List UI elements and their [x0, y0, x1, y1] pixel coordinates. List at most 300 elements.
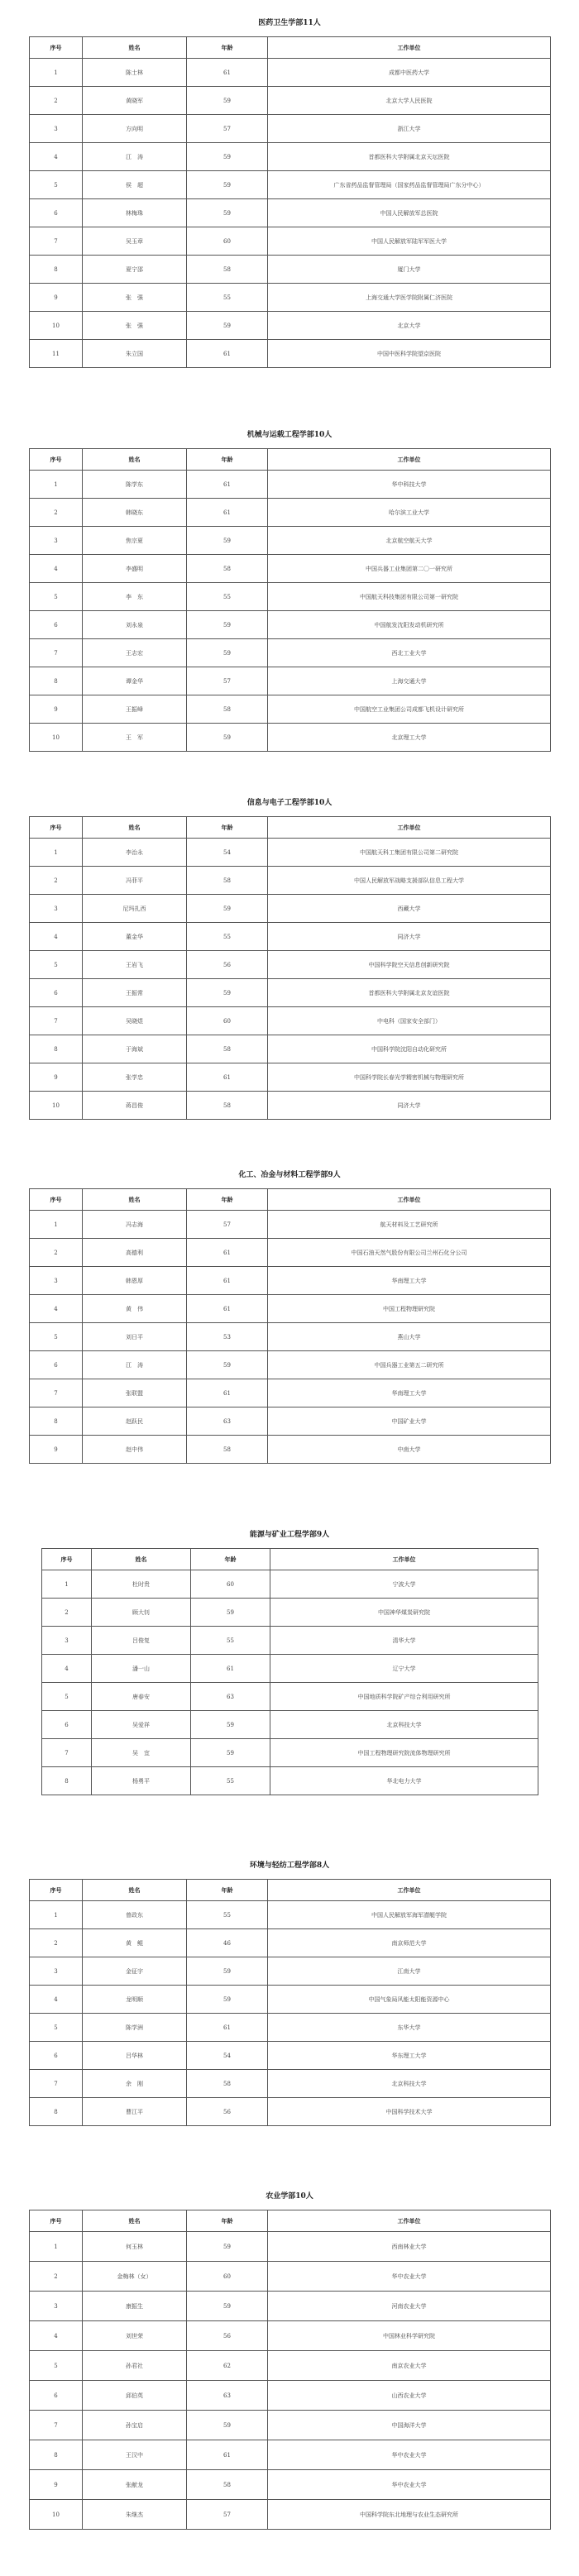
section-title: 环境与轻纺工程学部8人	[249, 1862, 330, 1870]
unit-cell: 中国矿业大学	[268, 1407, 551, 1436]
no-cell: 5	[42, 1683, 92, 1711]
age-cell: 59	[187, 1351, 268, 1379]
table-row	[30, 2262, 551, 2292]
table-row	[42, 1739, 538, 1767]
table-row	[30, 171, 551, 199]
table-row	[30, 227, 551, 256]
age-cell: 55	[187, 923, 268, 951]
column-header-age: 年龄	[191, 1549, 270, 1570]
unit-cell: 中国科学院沈阳自动化研究所	[268, 1035, 551, 1063]
column-header-name: 姓名	[83, 1189, 187, 1211]
name-cell: 陈士林	[83, 59, 187, 87]
age-cell: 55	[187, 583, 268, 611]
table-row	[30, 895, 551, 923]
table-row	[30, 340, 551, 368]
unit-cell: 燕山大学	[268, 1323, 551, 1351]
name-cell: 何玉林	[83, 2232, 187, 2262]
column-header-name: 姓名	[83, 37, 187, 59]
name-cell: 王汉中	[83, 2440, 187, 2470]
unit-cell: 北京理工大学	[268, 724, 551, 752]
name-cell: 王振常	[83, 979, 187, 1007]
column-header-unit: 工作单位	[268, 2210, 551, 2232]
table-row	[30, 2351, 551, 2381]
table-row	[30, 1323, 551, 1351]
unit-cell: 北京大学	[268, 312, 551, 340]
age-cell: 61	[187, 1267, 268, 1295]
table-row	[30, 2440, 551, 2470]
name-cell: 唐春安	[92, 1683, 191, 1711]
column-header-unit: 工作单位	[270, 1549, 538, 1570]
name-cell: 康振生	[83, 2292, 187, 2321]
table-row	[42, 1599, 538, 1627]
unit-cell: 浙江大学	[268, 115, 551, 143]
no-cell: 7	[30, 1379, 83, 1407]
age-cell: 59	[187, 143, 268, 171]
table-row	[30, 724, 551, 752]
column-header-age: 年龄	[187, 2210, 268, 2232]
age-cell: 58	[187, 1436, 268, 1464]
age-cell: 59	[187, 1957, 268, 1986]
unit-cell: 同济大学	[268, 923, 551, 951]
section	[29, 10, 550, 370]
table-row	[30, 2500, 551, 2530]
table-row	[30, 1092, 551, 1120]
unit-cell: 中国科学院长春光学精密机械与物理研究所	[268, 1063, 551, 1092]
table-row	[30, 1211, 551, 1239]
no-cell: 10	[30, 724, 83, 752]
age-cell: 57	[187, 2500, 268, 2530]
name-cell: 张联盟	[83, 1379, 187, 1407]
unit-cell: 中国人民解放军陆军军医大学	[268, 227, 551, 256]
age-cell: 61	[187, 340, 268, 368]
name-cell: 韩晓东	[83, 499, 187, 527]
name-cell: 赵跃民	[83, 1407, 187, 1436]
unit-cell: 上海交通大学医学院附属仁济医院	[268, 284, 551, 312]
unit-cell: 北京科技大学	[268, 2070, 551, 2098]
age-cell: 63	[187, 2381, 268, 2411]
name-cell: 杨勇平	[92, 1767, 191, 1795]
name-cell: 吕俊复	[92, 1627, 191, 1655]
no-cell: 10	[30, 2500, 83, 2530]
table-row	[30, 1295, 551, 1323]
unit-cell: 南京农业大学	[268, 2351, 551, 2381]
column-header-no: 序号	[30, 2210, 83, 2232]
name-cell: 林梅珠	[83, 199, 187, 227]
no-cell: 6	[30, 611, 83, 639]
unit-cell: 华东理工大学	[268, 2042, 551, 2070]
age-cell: 58	[187, 1035, 268, 1063]
age-cell: 46	[187, 1929, 268, 1957]
no-cell: 4	[30, 2321, 83, 2351]
unit-cell: 中国科学院空天信息创新研究院	[268, 951, 551, 979]
age-cell: 61	[187, 1379, 268, 1407]
name-cell: 侯 超	[83, 171, 187, 199]
table-row	[30, 1436, 551, 1464]
table-header-row	[30, 817, 551, 839]
unit-cell: 中南大学	[268, 1436, 551, 1464]
name-cell: 金征宇	[83, 1957, 187, 1986]
no-cell: 7	[30, 1007, 83, 1035]
age-cell: 59	[187, 87, 268, 115]
column-header-age: 年龄	[187, 817, 268, 839]
name-cell: 于海斌	[83, 1035, 187, 1063]
table-row	[30, 1957, 551, 1986]
table-row	[42, 1711, 538, 1739]
column-header-age: 年龄	[187, 1880, 268, 1901]
column-header-unit: 工作单位	[268, 817, 551, 839]
age-cell: 54	[187, 2042, 268, 2070]
age-cell: 60	[187, 1007, 268, 1035]
unit-cell: 中国人民解放军战略支援部队信息工程大学	[268, 867, 551, 895]
age-cell: 54	[187, 839, 268, 867]
table-row	[30, 555, 551, 583]
no-cell: 11	[30, 340, 83, 368]
name-cell: 吴玉章	[83, 227, 187, 256]
table-row	[30, 1239, 551, 1267]
table-row	[30, 1351, 551, 1379]
unit-cell: 西北工业大学	[268, 639, 551, 667]
section-title: 医药卫生学部11人	[258, 19, 321, 27]
column-header-name: 姓名	[92, 1549, 191, 1570]
age-cell: 63	[187, 1407, 268, 1436]
table-row	[30, 199, 551, 227]
table-row	[30, 979, 551, 1007]
name-cell: 陈学洲	[83, 2014, 187, 2042]
unit-cell: 北京科技大学	[270, 1711, 538, 1739]
unit-cell: 中国科学院东北地理与农业生态研究所	[268, 2500, 551, 2530]
no-cell: 2	[30, 1929, 83, 1957]
no-cell: 2	[30, 867, 83, 895]
age-cell: 56	[187, 951, 268, 979]
no-cell: 2	[30, 2262, 83, 2292]
age-cell: 59	[187, 724, 268, 752]
no-cell: 5	[30, 2351, 83, 2381]
age-cell: 59	[187, 2292, 268, 2321]
name-cell: 张学忠	[83, 1063, 187, 1092]
unit-cell: 西南林业大学	[268, 2232, 551, 2262]
no-cell: 1	[30, 471, 83, 499]
name-cell: 潘一山	[92, 1655, 191, 1683]
age-cell: 59	[187, 171, 268, 199]
unit-cell: 成都中医药大学	[268, 59, 551, 87]
table-header-row	[30, 2210, 551, 2232]
unit-cell: 中国工程物理研究院流体物理研究所	[270, 1739, 538, 1767]
no-cell: 9	[30, 284, 83, 312]
unit-cell: 辽宁大学	[270, 1655, 538, 1683]
name-cell: 吴爱祥	[92, 1711, 191, 1739]
age-cell: 60	[187, 2262, 268, 2292]
name-cell: 龙明顺	[83, 1986, 187, 2014]
table-row	[30, 1986, 551, 2014]
name-cell: 李盛明	[83, 555, 187, 583]
table-header-row	[30, 449, 551, 471]
table-row	[30, 2014, 551, 2042]
table-row	[30, 143, 551, 171]
table-row	[30, 1267, 551, 1295]
no-cell: 6	[30, 1351, 83, 1379]
unit-cell: 上海交通大学	[268, 667, 551, 695]
section-title: 能源与矿业工程学部9人	[249, 1531, 330, 1539]
table-row	[30, 2321, 551, 2351]
column-header-no: 序号	[30, 1189, 83, 1211]
table-row	[30, 839, 551, 867]
age-cell: 58	[187, 555, 268, 583]
section	[29, 1162, 550, 1466]
table-row	[30, 1901, 551, 1929]
unit-cell: 南京师范大学	[268, 1929, 551, 1957]
no-cell: 9	[30, 1063, 83, 1092]
unit-cell: 中国中医科学院望京医院	[268, 340, 551, 368]
section	[29, 1852, 550, 2129]
unit-cell: 中国林业科学研究院	[268, 2321, 551, 2351]
no-cell: 3	[42, 1627, 92, 1655]
table-row	[30, 1407, 551, 1436]
age-cell: 61	[187, 1063, 268, 1092]
no-cell: 6	[42, 1711, 92, 1739]
unit-cell: 河南农业大学	[268, 2292, 551, 2321]
no-cell: 4	[42, 1655, 92, 1683]
table-row	[30, 1035, 551, 1063]
name-cell: 夏宁邵	[83, 256, 187, 284]
name-cell: 王振峰	[83, 695, 187, 724]
column-header-no: 序号	[30, 1880, 83, 1901]
member-table	[29, 36, 551, 368]
age-cell: 58	[187, 867, 268, 895]
table-row	[30, 59, 551, 87]
table-row	[30, 2042, 551, 2070]
table-row	[30, 1379, 551, 1407]
no-cell: 6	[30, 2381, 83, 2411]
column-header-name: 姓名	[83, 449, 187, 471]
name-cell: 王 军	[83, 724, 187, 752]
table-row	[30, 471, 551, 499]
table-row	[30, 115, 551, 143]
age-cell: 59	[187, 2411, 268, 2440]
no-cell: 2	[30, 499, 83, 527]
table-row	[30, 2381, 551, 2411]
name-cell: 冯菲平	[83, 867, 187, 895]
no-cell: 5	[30, 583, 83, 611]
column-header-no: 序号	[30, 37, 83, 59]
no-cell: 1	[30, 59, 83, 87]
section	[29, 790, 550, 1122]
no-cell: 1	[42, 1570, 92, 1599]
name-cell: 高德利	[83, 1239, 187, 1267]
name-cell: 江 涛	[83, 1351, 187, 1379]
unit-cell: 中国石油天然气股份有限公司兰州石化分公司	[268, 1239, 551, 1267]
table-row	[42, 1767, 538, 1795]
no-cell: 5	[30, 2014, 83, 2042]
age-cell: 55	[191, 1627, 270, 1655]
table-row	[30, 611, 551, 639]
age-cell: 56	[187, 2098, 268, 2126]
unit-cell: 中国航发沈阳发动机研究所	[268, 611, 551, 639]
unit-cell: 东华大学	[268, 2014, 551, 2042]
no-cell: 3	[30, 1267, 83, 1295]
name-cell: 王志宏	[83, 639, 187, 667]
name-cell: 江 涛	[83, 143, 187, 171]
unit-cell: 中国兵器工业第五二研究所	[268, 1351, 551, 1379]
table-row	[30, 923, 551, 951]
table-row	[30, 1007, 551, 1035]
name-cell: 顾大钊	[92, 1599, 191, 1627]
unit-cell: 江南大学	[268, 1957, 551, 1986]
table-row	[30, 667, 551, 695]
age-cell: 53	[187, 1323, 268, 1351]
unit-cell: 中国航空工业集团公司成都飞机设计研究所	[268, 695, 551, 724]
age-cell: 61	[187, 471, 268, 499]
unit-cell: 华中农业大学	[268, 2440, 551, 2470]
age-cell: 61	[187, 1239, 268, 1267]
no-cell: 8	[30, 256, 83, 284]
name-cell: 吴晓煜	[83, 1007, 187, 1035]
no-cell: 7	[30, 2411, 83, 2440]
no-cell: 6	[30, 199, 83, 227]
age-cell: 56	[187, 2321, 268, 2351]
age-cell: 59	[187, 611, 268, 639]
no-cell: 4	[30, 555, 83, 583]
name-cell: 刘日平	[83, 1323, 187, 1351]
name-cell: 余 刚	[83, 2070, 187, 2098]
name-cell: 冯志海	[83, 1211, 187, 1239]
unit-cell: 首都医科大学附属北京天坛医院	[268, 143, 551, 171]
unit-cell: 华中农业大学	[268, 2470, 551, 2500]
name-cell: 刘永泉	[83, 611, 187, 639]
name-cell: 张 强	[83, 284, 187, 312]
no-cell: 1	[30, 1211, 83, 1239]
age-cell: 61	[191, 1655, 270, 1683]
column-header-name: 姓名	[83, 2210, 187, 2232]
age-cell: 57	[187, 1211, 268, 1239]
no-cell: 5	[30, 951, 83, 979]
table-row	[30, 312, 551, 340]
unit-cell: 中国人民解放军总医院	[268, 199, 551, 227]
name-cell: 孙君社	[83, 2351, 187, 2381]
name-cell: 朱立国	[83, 340, 187, 368]
section	[41, 1522, 538, 1798]
column-header-unit: 工作单位	[268, 449, 551, 471]
no-cell: 9	[30, 695, 83, 724]
name-cell: 张 强	[83, 312, 187, 340]
table-row	[42, 1683, 538, 1711]
section-title: 信息与电子工程学部10人	[246, 799, 333, 807]
unit-cell: 华中科技大学	[268, 471, 551, 499]
no-cell: 4	[30, 1295, 83, 1323]
unit-cell: 中国科学技术大学	[268, 2098, 551, 2126]
unit-cell: 中国地质科学院矿产综合利用研究所	[270, 1683, 538, 1711]
unit-cell: 同济大学	[268, 1092, 551, 1120]
unit-cell: 中国人民解放军海军潜艇学院	[268, 1901, 551, 1929]
no-cell: 2	[30, 87, 83, 115]
age-cell: 58	[187, 2070, 268, 2098]
table-row	[30, 951, 551, 979]
name-cell: 谭金华	[83, 667, 187, 695]
unit-cell: 西藏大学	[268, 895, 551, 923]
name-cell: 韩恩厚	[83, 1267, 187, 1295]
no-cell: 3	[30, 2292, 83, 2321]
name-cell: 邱伯英	[83, 2381, 187, 2411]
unit-cell: 中国神华煤炭研究院	[270, 1599, 538, 1627]
age-cell: 58	[187, 1092, 268, 1120]
age-cell: 60	[187, 227, 268, 256]
no-cell: 5	[30, 1323, 83, 1351]
name-cell: 朱继杰	[83, 2500, 187, 2530]
unit-cell: 中电科（国家安全部门）	[268, 1007, 551, 1035]
no-cell: 3	[30, 115, 83, 143]
unit-cell: 航天材料及工艺研究所	[268, 1211, 551, 1239]
no-cell: 8	[30, 2440, 83, 2470]
column-header-age: 年龄	[187, 37, 268, 59]
unit-cell: 中国兵器工业集团第二〇一研究所	[268, 555, 551, 583]
age-cell: 59	[187, 1986, 268, 2014]
table-row	[30, 87, 551, 115]
no-cell: 4	[30, 143, 83, 171]
no-cell: 3	[30, 1957, 83, 1986]
table-header-row	[42, 1549, 538, 1570]
column-header-no: 序号	[30, 817, 83, 839]
no-cell: 5	[30, 171, 83, 199]
name-cell: 李治永	[83, 839, 187, 867]
no-cell: 9	[30, 2470, 83, 2500]
column-header-no: 序号	[30, 449, 83, 471]
unit-cell: 宁波大学	[270, 1570, 538, 1599]
table-row	[42, 1570, 538, 1599]
table-row	[30, 2411, 551, 2440]
no-cell: 10	[30, 312, 83, 340]
unit-cell: 中国海洋大学	[268, 2411, 551, 2440]
member-table	[29, 816, 551, 1120]
no-cell: 8	[30, 667, 83, 695]
table-row	[30, 1063, 551, 1092]
age-cell: 59	[191, 1739, 270, 1767]
age-cell: 55	[191, 1767, 270, 1795]
no-cell: 7	[30, 2070, 83, 2098]
no-cell: 10	[30, 1092, 83, 1120]
name-cell: 吕华林	[83, 2042, 187, 2070]
table-row	[30, 256, 551, 284]
name-cell: 李 东	[83, 583, 187, 611]
no-cell: 8	[42, 1767, 92, 1795]
no-cell: 6	[30, 2042, 83, 2070]
column-header-unit: 工作单位	[268, 1880, 551, 1901]
section	[29, 2183, 550, 2532]
name-cell: 黄晓军	[83, 87, 187, 115]
table-row	[30, 284, 551, 312]
section-title: 化工、冶金与材料工程学部9人	[238, 1171, 341, 1179]
unit-cell: 华南理工大学	[268, 1379, 551, 1407]
unit-cell: 清华大学	[270, 1627, 538, 1655]
table-row	[30, 2070, 551, 2098]
unit-cell: 北京航空航天大学	[268, 527, 551, 555]
name-cell: 王岩飞	[83, 951, 187, 979]
no-cell: 2	[30, 1239, 83, 1267]
name-cell: 黄 伟	[83, 1295, 187, 1323]
no-cell: 4	[30, 1986, 83, 2014]
unit-cell: 中国气象局风能太阳能资源中心	[268, 1986, 551, 2014]
name-cell: 杜时贵	[92, 1570, 191, 1599]
unit-cell: 中国航天科工集团有限公司第二研究院	[268, 839, 551, 867]
name-cell: 尼玛扎西	[83, 895, 187, 923]
table-row	[30, 1929, 551, 1957]
member-table	[29, 1879, 551, 2126]
no-cell: 1	[30, 839, 83, 867]
table-row	[30, 2232, 551, 2262]
column-header-name: 姓名	[83, 817, 187, 839]
age-cell: 57	[187, 667, 268, 695]
column-header-unit: 工作单位	[268, 37, 551, 59]
unit-cell: 中国工程物理研究院	[268, 1295, 551, 1323]
age-cell: 59	[187, 979, 268, 1007]
